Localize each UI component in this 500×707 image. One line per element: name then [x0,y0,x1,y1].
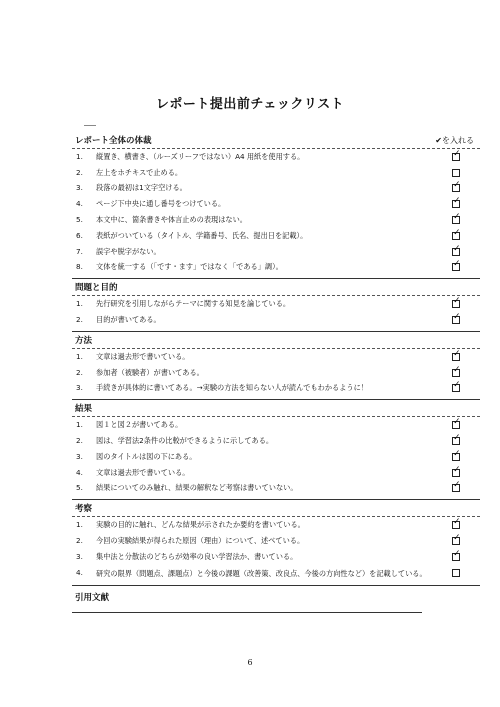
item-text: 本文中に、箇条書きや体言止めの表現はない。 [96,215,247,225]
list-item [72,449,480,465]
section-heading [72,500,480,516]
item-number: 1. [76,420,83,430]
item-text: 手続きが具体的に書いてある。→実験の方法を知らない人が読んでもわかるように！ [96,383,368,393]
item-number: 1. [76,351,83,361]
item-number: 4. [76,568,83,578]
checkbox[interactable] [452,421,460,429]
item-text: 集中法と分散法のどちらが効率の良い学習法か、書いている。 [96,551,298,561]
item-text: 図１と図２が書いてある。 [96,420,183,430]
item-text: 表紙がついている（タイトル、学籍番号、氏名、提出日を記載）。 [96,230,308,240]
section-heading [72,279,480,295]
item-number: 5. [76,215,83,225]
section-overall-format [72,132,480,275]
checkbox[interactable] [452,232,460,240]
item-text: ページ下中央に通し番号をつけている。 [96,199,226,209]
item-text: 目的が書いてある。 [96,315,161,325]
page-number: 6 [247,658,253,667]
checkbox[interactable] [452,437,460,445]
item-number: 4. [76,467,83,477]
item-number: 2. [76,315,83,325]
list-item [72,181,480,197]
item-text: 研究の限界（問題点、課題点）と今後の課題（改善策、改良点、今後の方向性など）を記載している。 [96,568,427,578]
section-title: レポート全体の体裁 [75,136,152,146]
item-text: 文章は過去形で書いている。 [96,467,190,477]
checkbox[interactable] [452,316,460,324]
end-rule [72,612,422,613]
checkbox[interactable] [452,248,460,256]
checkbox[interactable] [452,300,460,308]
section-references [72,586,480,608]
list-item [72,312,480,328]
item-text: 文体を統一する（「です・ます」ではなく「である」調）。 [96,262,283,272]
item-text: 図のタイトルは図の下にある。 [96,451,197,461]
item-number: 5. [76,483,83,493]
section-discussion [72,500,480,581]
list-item [72,296,480,312]
section-results [72,400,480,496]
item-number: 1. [76,299,83,309]
item-text: 今回の実験結果が得られた原因（理由）について、述べている。 [96,536,305,546]
item-text: 実験の目的に触れ、どんな結果が示されたか要約を書いている。 [96,520,305,530]
section-title: 引用文献 [75,592,110,603]
checkbox[interactable] [452,169,460,177]
list-item [72,228,480,244]
list-item [72,349,480,365]
checkbox[interactable] [452,184,460,192]
checkbox[interactable] [452,521,460,529]
item-number: 3. [76,183,83,193]
item-text: 結果についてのみ触れ、結果の解釈など考察は書いていない。 [96,483,298,493]
item-text: 参加者（被験者）が書いてある。 [96,367,204,377]
list-item [72,212,480,228]
item-number: 2. [76,167,83,177]
checkbox[interactable] [452,353,460,361]
list-item [72,533,480,549]
list-item [72,433,480,449]
item-text: 左上をホチキスで止める。 [96,167,183,177]
list-item [72,244,480,260]
checkbox[interactable] [452,484,460,492]
section-heading [72,332,480,348]
section-method [72,332,480,396]
item-text: 誤字や脱字がない。 [96,246,161,256]
checkbox[interactable] [452,263,460,271]
section-title: 方法 [75,335,93,346]
item-number: 3. [76,451,83,461]
list-item [72,365,480,381]
section-title: 結果 [75,404,93,415]
list-item [72,381,480,397]
section-heading [72,400,480,416]
section-heading [72,132,480,148]
item-text: 文章は過去形で書いている。 [96,351,190,361]
checkbox[interactable] [452,569,460,577]
page-title: レポート提出前チェックリスト [155,97,345,112]
item-number: 4. [76,199,83,209]
item-text: 段落の最初は1文字空ける。 [96,183,187,193]
item-number: 8. [76,262,83,272]
item-number: 2. [76,367,83,377]
checklist [72,132,480,613]
list-item [72,196,480,212]
checkbox[interactable] [452,537,460,545]
checkbox[interactable] [452,369,460,377]
list-item [72,149,480,165]
item-number: 1. [76,520,83,530]
item-number: 2. [76,536,83,546]
item-number: 7. [76,246,83,256]
checkbox[interactable] [452,553,460,561]
list-item [72,549,480,565]
list-item [72,565,480,582]
checkbox[interactable] [452,216,460,224]
check-column-header: ✔を入れる [435,135,474,145]
item-number: 6. [76,230,83,240]
list-item [72,517,480,533]
list-item [72,465,480,481]
item-number: 2. [76,436,83,446]
checkbox[interactable] [452,200,460,208]
list-item [72,165,480,181]
checkbox[interactable] [452,384,460,392]
list-item [72,417,480,433]
item-number: 3. [76,551,83,561]
section-problem-purpose [72,279,480,328]
section-heading [72,586,480,608]
item-text: 先行研究を引用しながらテーマに関する知見を論じている。 [96,299,291,309]
item-number: 1. [76,151,83,161]
decorative-rule [84,125,96,126]
checkbox[interactable] [452,153,460,161]
list-item [72,260,480,276]
section-title: 問題と目的 [75,283,118,294]
item-text: 縦置き、横書き、（ルーズリーフではない）A4 用紙を使用する。 [96,151,305,161]
checkbox[interactable] [452,453,460,461]
checkbox[interactable] [452,469,460,477]
section-title: 考察 [75,504,93,515]
item-number: 3. [76,383,83,393]
list-item [72,481,480,497]
item-text: 図は、学習法2条件の比較ができるように示してある。 [96,436,274,446]
